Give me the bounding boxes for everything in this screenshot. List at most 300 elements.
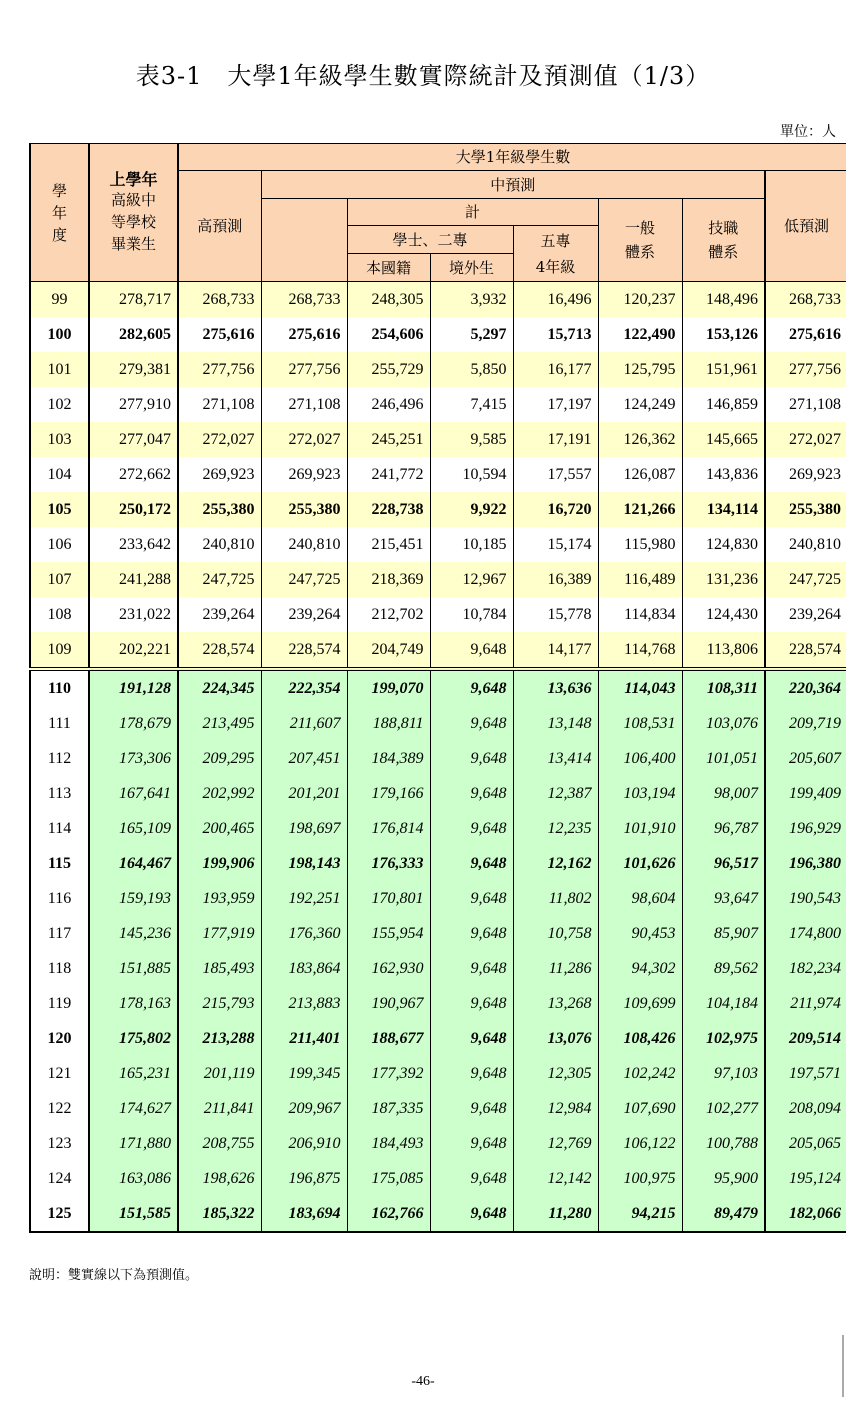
cell-low: 196,380 <box>765 846 846 881</box>
cell-five: 13,636 <box>513 669 598 706</box>
cell-hs: 277,910 <box>89 387 178 422</box>
cell-tech: 97,103 <box>682 1056 765 1091</box>
cell-year: 120 <box>30 1021 89 1056</box>
header-general: 一般 體系 <box>598 199 682 282</box>
cell-low: 197,571 <box>765 1056 846 1091</box>
cell-low: 174,800 <box>765 916 846 951</box>
table-row <box>30 632 846 669</box>
cell-domestic: 248,305 <box>347 282 430 318</box>
cell-five: 16,720 <box>513 492 598 527</box>
cell-hs: 164,467 <box>89 846 178 881</box>
cell-general: 94,302 <box>598 951 682 986</box>
cell-high: 200,465 <box>178 811 261 846</box>
cell-year: 109 <box>30 632 89 669</box>
cell-high: 193,959 <box>178 881 261 916</box>
cell-high: 211,841 <box>178 1091 261 1126</box>
cell-hs: 165,109 <box>89 811 178 846</box>
cell-domestic: 175,085 <box>347 1161 430 1196</box>
cell-overseas: 5,297 <box>430 317 513 352</box>
table-row <box>30 776 846 811</box>
cell-year: 118 <box>30 951 89 986</box>
cell-tech: 148,496 <box>682 282 765 318</box>
cell-year: 125 <box>30 1196 89 1232</box>
cell-tech: 102,277 <box>682 1091 765 1126</box>
cell-year: 121 <box>30 1056 89 1091</box>
cell-low: 196,929 <box>765 811 846 846</box>
cell-year: 108 <box>30 597 89 632</box>
cell-total: 269,923 <box>261 457 347 492</box>
table-row <box>30 1196 846 1232</box>
cell-total: 198,143 <box>261 846 347 881</box>
table-row <box>30 1161 846 1196</box>
cell-year: 110 <box>30 669 89 706</box>
cell-total: 183,694 <box>261 1196 347 1232</box>
cell-year: 102 <box>30 387 89 422</box>
cell-general: 122,490 <box>598 317 682 352</box>
cell-overseas: 7,415 <box>430 387 513 422</box>
cell-general: 107,690 <box>598 1091 682 1126</box>
cell-tech: 95,900 <box>682 1161 765 1196</box>
cell-domestic: 179,166 <box>347 776 430 811</box>
header-mid: 中預測 <box>261 171 765 199</box>
cell-total: 206,910 <box>261 1126 347 1161</box>
cell-total: 272,027 <box>261 422 347 457</box>
cell-high: 177,919 <box>178 916 261 951</box>
cell-five: 13,076 <box>513 1021 598 1056</box>
cell-year: 106 <box>30 527 89 562</box>
cell-year: 99 <box>30 282 89 318</box>
cell-general: 115,980 <box>598 527 682 562</box>
cell-general: 101,626 <box>598 846 682 881</box>
header-domestic: 本國籍 <box>347 254 430 282</box>
table-row <box>30 741 846 776</box>
cell-domestic: 199,070 <box>347 669 430 706</box>
header-low: 低預測 <box>765 171 846 282</box>
cell-overseas: 9,648 <box>430 1196 513 1232</box>
cell-overseas: 5,850 <box>430 352 513 387</box>
cell-high: 215,793 <box>178 986 261 1021</box>
cell-total: 255,380 <box>261 492 347 527</box>
cell-overseas: 12,967 <box>430 562 513 597</box>
cell-five: 10,758 <box>513 916 598 951</box>
table-row <box>30 951 846 986</box>
cell-hs: 171,880 <box>89 1126 178 1161</box>
cell-five: 13,148 <box>513 706 598 741</box>
cell-hs: 167,641 <box>89 776 178 811</box>
table-row <box>30 317 846 352</box>
cell-high: 247,725 <box>178 562 261 597</box>
cell-low: 199,409 <box>765 776 846 811</box>
cell-low: 271,108 <box>765 387 846 422</box>
table-row <box>30 881 846 916</box>
cell-domestic: 190,967 <box>347 986 430 1021</box>
cell-hs: 279,381 <box>89 352 178 387</box>
cell-domestic: 245,251 <box>347 422 430 457</box>
cell-hs: 165,231 <box>89 1056 178 1091</box>
header-prev-year: 上學年 <box>109 169 158 189</box>
cell-total: 222,354 <box>261 669 347 706</box>
cell-total: 211,401 <box>261 1021 347 1056</box>
cell-tech: 85,907 <box>682 916 765 951</box>
cell-hs: 151,585 <box>89 1196 178 1232</box>
cell-low: 209,514 <box>765 1021 846 1056</box>
cell-hs: 175,802 <box>89 1021 178 1056</box>
cell-five: 17,557 <box>513 457 598 492</box>
cell-year: 112 <box>30 741 89 776</box>
cell-general: 106,400 <box>598 741 682 776</box>
table-row <box>30 986 846 1021</box>
cell-year: 100 <box>30 317 89 352</box>
cell-five: 11,802 <box>513 881 598 916</box>
cell-tech: 103,076 <box>682 706 765 741</box>
cell-total: 271,108 <box>261 387 347 422</box>
cell-total: 199,345 <box>261 1056 347 1091</box>
cell-general: 109,699 <box>598 986 682 1021</box>
header-hs-grads <box>89 144 178 282</box>
cell-low: 205,065 <box>765 1126 846 1161</box>
cell-total: 213,883 <box>261 986 347 1021</box>
cell-overseas: 9,648 <box>430 811 513 846</box>
cell-low: 268,733 <box>765 282 846 318</box>
cell-low: 272,027 <box>765 422 846 457</box>
cell-overseas: 9,648 <box>430 881 513 916</box>
cell-five: 12,769 <box>513 1126 598 1161</box>
cell-general: 126,087 <box>598 457 682 492</box>
table-row <box>30 527 846 562</box>
cell-low: 190,543 <box>765 881 846 916</box>
cell-hs: 231,022 <box>89 597 178 632</box>
cell-tech: 102,975 <box>682 1021 765 1056</box>
header-five-year: 五專 4年級 <box>513 226 598 282</box>
cell-five: 15,778 <box>513 597 598 632</box>
cell-general: 106,122 <box>598 1126 682 1161</box>
footnote: 說明：雙實線以下為預測值。 <box>29 1268 199 1283</box>
header-bachelor: 學士、二專 <box>347 226 513 254</box>
table-row <box>30 597 846 632</box>
cell-domestic: 212,702 <box>347 597 430 632</box>
table-row <box>30 282 846 318</box>
cell-general: 126,362 <box>598 422 682 457</box>
cell-high: 208,755 <box>178 1126 261 1161</box>
cell-hs: 282,605 <box>89 317 178 352</box>
cell-general: 102,242 <box>598 1056 682 1091</box>
cell-general: 114,834 <box>598 597 682 632</box>
cell-high: 228,574 <box>178 632 261 669</box>
cell-total: 192,251 <box>261 881 347 916</box>
cell-low: 182,066 <box>765 1196 846 1232</box>
cell-overseas: 9,648 <box>430 1056 513 1091</box>
cell-overseas: 9,648 <box>430 776 513 811</box>
cell-domestic: 228,738 <box>347 492 430 527</box>
cell-five: 16,177 <box>513 352 598 387</box>
cell-hs: 159,193 <box>89 881 178 916</box>
cell-five: 12,305 <box>513 1056 598 1091</box>
page-edge-line <box>842 1335 844 1397</box>
cell-year: 122 <box>30 1091 89 1126</box>
cell-overseas: 9,648 <box>430 916 513 951</box>
cell-tech: 89,562 <box>682 951 765 986</box>
cell-general: 101,910 <box>598 811 682 846</box>
cell-low: 211,974 <box>765 986 846 1021</box>
cell-domestic: 176,814 <box>347 811 430 846</box>
cell-year: 113 <box>30 776 89 811</box>
cell-total: 201,201 <box>261 776 347 811</box>
table-row <box>30 669 846 706</box>
cell-five: 15,174 <box>513 527 598 562</box>
cell-low: 209,719 <box>765 706 846 741</box>
cell-total: 240,810 <box>261 527 347 562</box>
cell-hs: 272,662 <box>89 457 178 492</box>
cell-tech: 108,311 <box>682 669 765 706</box>
cell-overseas: 9,648 <box>430 951 513 986</box>
cell-general: 124,249 <box>598 387 682 422</box>
cell-year: 111 <box>30 706 89 741</box>
cell-domestic: 254,606 <box>347 317 430 352</box>
cell-year: 114 <box>30 811 89 846</box>
cell-high: 185,322 <box>178 1196 261 1232</box>
cell-low: 239,264 <box>765 597 846 632</box>
cell-domestic: 162,766 <box>347 1196 430 1232</box>
table-row <box>30 562 846 597</box>
table-row <box>30 1021 846 1056</box>
cell-hs: 178,163 <box>89 986 178 1021</box>
cell-hs: 145,236 <box>89 916 178 951</box>
cell-domestic: 176,333 <box>347 846 430 881</box>
cell-domestic: 177,392 <box>347 1056 430 1091</box>
cell-year: 116 <box>30 881 89 916</box>
cell-five: 15,713 <box>513 317 598 352</box>
cell-high: 224,345 <box>178 669 261 706</box>
cell-low: 277,756 <box>765 352 846 387</box>
header-year: 學 年 度 <box>30 144 89 282</box>
cell-domestic: 218,369 <box>347 562 430 597</box>
cell-tech: 124,430 <box>682 597 765 632</box>
table-row <box>30 916 846 951</box>
cell-overseas: 9,648 <box>430 1126 513 1161</box>
table-row <box>30 422 846 457</box>
cell-domestic: 255,729 <box>347 352 430 387</box>
cell-general: 108,531 <box>598 706 682 741</box>
cell-overseas: 9,648 <box>430 706 513 741</box>
cell-domestic: 188,677 <box>347 1021 430 1056</box>
cell-low: 220,364 <box>765 669 846 706</box>
cell-five: 13,268 <box>513 986 598 1021</box>
cell-tech: 96,787 <box>682 811 765 846</box>
cell-overseas: 10,185 <box>430 527 513 562</box>
cell-high: 255,380 <box>178 492 261 527</box>
cell-general: 100,975 <box>598 1161 682 1196</box>
cell-tech: 101,051 <box>682 741 765 776</box>
cell-tech: 145,665 <box>682 422 765 457</box>
cell-overseas: 10,784 <box>430 597 513 632</box>
cell-general: 121,266 <box>598 492 682 527</box>
header-mid-blank <box>261 199 347 282</box>
cell-year: 104 <box>30 457 89 492</box>
cell-five: 17,197 <box>513 387 598 422</box>
cell-high: 199,906 <box>178 846 261 881</box>
table-row <box>30 352 846 387</box>
cell-domestic: 204,749 <box>347 632 430 669</box>
cell-hs: 241,288 <box>89 562 178 597</box>
cell-tech: 89,479 <box>682 1196 765 1232</box>
cell-total: 176,360 <box>261 916 347 951</box>
cell-high: 277,756 <box>178 352 261 387</box>
cell-overseas: 9,648 <box>430 1161 513 1196</box>
cell-general: 116,489 <box>598 562 682 597</box>
header-total: 計 <box>347 199 598 226</box>
cell-hs: 174,627 <box>89 1091 178 1126</box>
cell-total: 239,264 <box>261 597 347 632</box>
cell-low: 208,094 <box>765 1091 846 1126</box>
cell-tech: 134,114 <box>682 492 765 527</box>
table-row <box>30 1126 846 1161</box>
cell-low: 247,725 <box>765 562 846 597</box>
cell-overseas: 9,648 <box>430 986 513 1021</box>
cell-five: 16,496 <box>513 282 598 318</box>
cell-hs: 278,717 <box>89 282 178 318</box>
cell-year: 105 <box>30 492 89 527</box>
page-number: -46- <box>411 1374 435 1389</box>
cell-domestic: 170,801 <box>347 881 430 916</box>
header-univ-freshmen: 大學1年級學生數 <box>178 144 846 171</box>
cell-tech: 143,836 <box>682 457 765 492</box>
cell-tech: 93,647 <box>682 881 765 916</box>
cell-five: 12,142 <box>513 1161 598 1196</box>
cell-low: 240,810 <box>765 527 846 562</box>
cell-year: 103 <box>30 422 89 457</box>
table-header <box>30 144 846 282</box>
cell-high: 271,108 <box>178 387 261 422</box>
cell-general: 94,215 <box>598 1196 682 1232</box>
cell-high: 201,119 <box>178 1056 261 1091</box>
cell-high: 209,295 <box>178 741 261 776</box>
cell-five: 11,286 <box>513 951 598 986</box>
cell-low: 228,574 <box>765 632 846 669</box>
unit-label: 單位：人 <box>780 124 836 140</box>
cell-low: 269,923 <box>765 457 846 492</box>
cell-domestic: 246,496 <box>347 387 430 422</box>
table-row <box>30 492 846 527</box>
cell-high: 213,288 <box>178 1021 261 1056</box>
cell-five: 12,235 <box>513 811 598 846</box>
cell-year: 119 <box>30 986 89 1021</box>
cell-overseas: 3,932 <box>430 282 513 318</box>
cell-low: 195,124 <box>765 1161 846 1196</box>
header-overseas: 境外生 <box>430 254 513 282</box>
cell-high: 198,626 <box>178 1161 261 1196</box>
cell-low: 205,607 <box>765 741 846 776</box>
cell-hs: 233,642 <box>89 527 178 562</box>
cell-tech: 96,517 <box>682 846 765 881</box>
data-table <box>29 143 846 1233</box>
cell-low: 182,234 <box>765 951 846 986</box>
cell-year: 117 <box>30 916 89 951</box>
cell-five: 13,414 <box>513 741 598 776</box>
cell-hs: 202,221 <box>89 632 178 669</box>
table-row <box>30 1091 846 1126</box>
cell-high: 268,733 <box>178 282 261 318</box>
header-high: 高預測 <box>178 171 261 282</box>
page-title: 表3-1 大學1年級學生數實際統計及預測值（1/3） <box>135 62 711 90</box>
cell-high: 239,264 <box>178 597 261 632</box>
cell-five: 16,389 <box>513 562 598 597</box>
cell-total: 183,864 <box>261 951 347 986</box>
cell-overseas: 9,585 <box>430 422 513 457</box>
cell-tech: 131,236 <box>682 562 765 597</box>
cell-total: 196,875 <box>261 1161 347 1196</box>
cell-domestic: 215,451 <box>347 527 430 562</box>
cell-year: 101 <box>30 352 89 387</box>
cell-general: 98,604 <box>598 881 682 916</box>
cell-hs: 151,885 <box>89 951 178 986</box>
cell-hs: 277,047 <box>89 422 178 457</box>
cell-tech: 98,007 <box>682 776 765 811</box>
cell-tech: 100,788 <box>682 1126 765 1161</box>
cell-five: 14,177 <box>513 632 598 669</box>
cell-tech: 104,184 <box>682 986 765 1021</box>
table-body <box>30 282 846 1233</box>
cell-hs: 191,128 <box>89 669 178 706</box>
cell-overseas: 9,648 <box>430 1021 513 1056</box>
cell-total: 275,616 <box>261 317 347 352</box>
cell-general: 125,795 <box>598 352 682 387</box>
cell-tech: 124,830 <box>682 527 765 562</box>
cell-general: 120,237 <box>598 282 682 318</box>
table-row <box>30 706 846 741</box>
cell-total: 209,967 <box>261 1091 347 1126</box>
cell-general: 114,768 <box>598 632 682 669</box>
cell-domestic: 184,389 <box>347 741 430 776</box>
cell-general: 90,453 <box>598 916 682 951</box>
cell-year: 115 <box>30 846 89 881</box>
cell-overseas: 9,922 <box>430 492 513 527</box>
cell-total: 247,725 <box>261 562 347 597</box>
table-row <box>30 387 846 422</box>
cell-five: 12,162 <box>513 846 598 881</box>
cell-tech: 151,961 <box>682 352 765 387</box>
cell-high: 269,923 <box>178 457 261 492</box>
table-row <box>30 1056 846 1091</box>
cell-tech: 146,859 <box>682 387 765 422</box>
cell-overseas: 9,648 <box>430 669 513 706</box>
cell-high: 202,992 <box>178 776 261 811</box>
cell-low: 275,616 <box>765 317 846 352</box>
cell-overseas: 9,648 <box>430 846 513 881</box>
cell-domestic: 241,772 <box>347 457 430 492</box>
header-hs-grads-label: 高級中 等學校 畢業生 <box>110 190 156 253</box>
cell-tech: 153,126 <box>682 317 765 352</box>
cell-domestic: 155,954 <box>347 916 430 951</box>
cell-hs: 173,306 <box>89 741 178 776</box>
cell-overseas: 9,648 <box>430 741 513 776</box>
header-technical: 技職 體系 <box>682 199 765 282</box>
cell-total: 277,756 <box>261 352 347 387</box>
cell-domestic: 187,335 <box>347 1091 430 1126</box>
cell-five: 12,984 <box>513 1091 598 1126</box>
cell-total: 198,697 <box>261 811 347 846</box>
cell-low: 255,380 <box>765 492 846 527</box>
cell-high: 275,616 <box>178 317 261 352</box>
cell-domestic: 162,930 <box>347 951 430 986</box>
cell-year: 107 <box>30 562 89 597</box>
table-row <box>30 846 846 881</box>
cell-general: 103,194 <box>598 776 682 811</box>
cell-overseas: 9,648 <box>430 632 513 669</box>
cell-domestic: 188,811 <box>347 706 430 741</box>
cell-high: 185,493 <box>178 951 261 986</box>
cell-tech: 113,806 <box>682 632 765 669</box>
cell-hs: 163,086 <box>89 1161 178 1196</box>
